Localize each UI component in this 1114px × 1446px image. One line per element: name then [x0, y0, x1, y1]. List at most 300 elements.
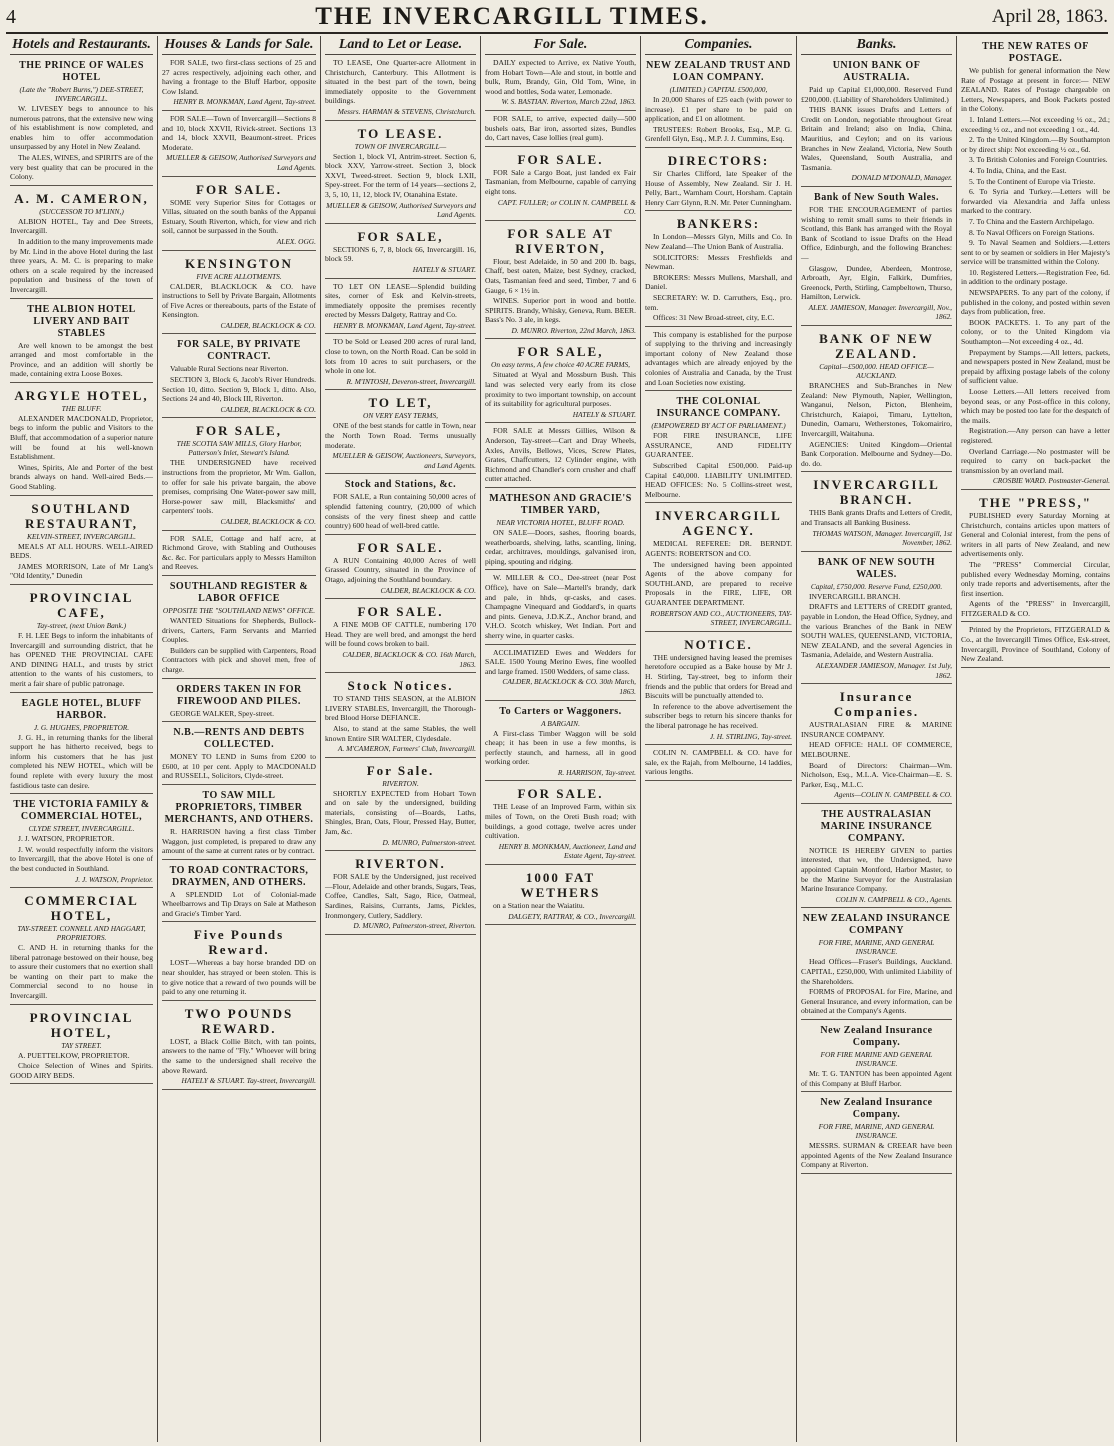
- ad-divider: [162, 721, 316, 722]
- ad-subheading: FIVE ACRE ALLOTMENTS.: [196, 271, 282, 281]
- masthead: [6, 2, 1108, 34]
- ad-subheading: Capital, £750,000. Reserve Fund, £250,000.: [810, 581, 943, 591]
- ad-divider: [162, 417, 316, 418]
- advertisement: [485, 648, 636, 701]
- ad-divider: [801, 325, 952, 326]
- advertisement: [485, 493, 636, 570]
- ad-divider: [10, 584, 153, 585]
- ad-body-paragraph: In addition to the many improvements made by Mr. Lind in the above Hotel during the last three years, A. M. C. is preparing to make others on a scale required by the increased population and business of the town of Invercargill.: [10, 236, 153, 294]
- ad-signature: J. J. WATSON, Proprietor.: [75, 874, 153, 884]
- advertisement: [485, 114, 636, 147]
- ad-divider: [485, 780, 636, 781]
- ad-body-paragraph: Overland Carriage.—No postmaster will be required to carry on back-packet the transmission by an overland mail.: [961, 446, 1110, 475]
- advertisement: [325, 337, 476, 390]
- ad-heading: NOTICE.: [684, 636, 753, 652]
- ad-body-paragraph: WINES. Superior port in wood and bottle. SPIRITS. Brandy, Whisky, Geneva, Rum. BEER. Bass's No. 3 ale, in kegs.: [485, 296, 636, 325]
- ad-heading: TO ROAD CONTRACTORS, DRAYMEN, AND OTHERS.: [169, 864, 309, 888]
- ad-divider: [10, 692, 153, 693]
- ad-body-paragraph: FORMS of PROPOSAL for Fire, Marine, and General Insurance, and every information, can be obtained at the Company's Agents.: [801, 987, 952, 1016]
- ad-signature: Agents—COLIN N. CAMPBELL & CO.: [834, 790, 952, 800]
- ad-signature: CAPT. FULLER; or COLIN N. CAMPBELL & CO.: [497, 197, 636, 217]
- ad-subheading: FOR FIRE, MARINE, AND GENERAL INSURANCE.: [818, 938, 935, 957]
- ad-body-paragraph: FOR SALE at Messrs Gillies, Wilson & Anderson, Tay-street—Cart and Dray Wheels, Axles, Anvils, Bellows, Vices, Screw Plates, Grates, Chaffcutters, 12 Cylinder engine, with Richmond and Chandler's corn crusher and chaff cutter attached.: [485, 426, 636, 484]
- ad-heading: THE ALBION HOTEL LIVERY AND BAIT STABLES: [27, 303, 136, 339]
- ad-body-paragraph: Wines, Spirits, Ale and Porter of the best brands always on hand. Well-aired Beds.—Good Stabling.: [10, 462, 153, 492]
- ad-heading: INVERCARGILL AGENCY.: [655, 508, 782, 539]
- page-number: 4: [6, 5, 16, 28]
- ad-body-paragraph: The undersigned having been appointed Agents of the above company for SOUTHLAND, are prepared to receive Proposals in the FIRE, LIFE, OR GUARANTEE DEPARTMENT.: [645, 559, 792, 607]
- advertisement: [801, 1097, 952, 1174]
- ad-heading: RIVERTON.: [355, 856, 446, 872]
- ad-body-paragraph: Head Offices—Fraser's Buildings, Auckland. CAPITAL, £250,000, With unlimited Liability of the Shareholders.: [801, 957, 952, 986]
- ad-heading: N.B.—RENTS AND DEBTS COLLECTED.: [173, 727, 305, 751]
- advertisement: [645, 330, 792, 392]
- advertisement: [162, 182, 316, 251]
- ad-heading: 1000 FAT WETHERS: [520, 870, 601, 901]
- ad-body-paragraph: GEORGE WALKER, Spey-street.: [170, 708, 275, 718]
- ad-divider: [485, 338, 636, 339]
- ad-divider: [485, 644, 636, 645]
- ad-signature: ALEX. OGG.: [276, 236, 316, 246]
- advertisement: [10, 799, 153, 888]
- ad-body-paragraph: TO LET ON LEASE—Splendid building sites, corner of Esk and Kelvin-streets, immediately opposite the premises recently erected by Messrs Dalgety, Rattray and Co.: [325, 281, 476, 320]
- ad-divider: [485, 146, 636, 147]
- advertisement: [10, 191, 153, 299]
- ad-heading: ARGYLE HOTEL,: [14, 387, 149, 403]
- ad-heading: FOR SALE.: [357, 604, 444, 620]
- ad-heading: THE VICTORIA FAMILY & COMMERCIAL HOTEL,: [13, 799, 150, 823]
- ad-heading: FOR SALE AT RIVERTON,: [507, 225, 614, 256]
- ad-divider: [162, 784, 316, 785]
- ad-heading: For Sale.: [366, 762, 435, 778]
- ad-heading: SOUTHLAND RESTAURANT,: [25, 500, 138, 531]
- advertisement: [162, 865, 316, 923]
- advertisement: [485, 58, 636, 111]
- ad-heading: INVERCARGILL BRANCH.: [813, 477, 940, 508]
- ad-body-paragraph: 5. To the Continent of Europe via Trieste.: [969, 176, 1096, 186]
- ad-divider: [961, 667, 1110, 668]
- ad-divider: [10, 382, 153, 383]
- ad-body-paragraph: J. W. would respectfully inform the visitors to Invercargill, that the above Hotel is one of the best conducted in Southland.: [10, 844, 153, 873]
- ad-signature: CALDER, BLACKLOCK & CO.: [380, 585, 476, 595]
- ad-subheading: ON VERY EASY TERMS,: [362, 411, 438, 421]
- ad-signature: DONALD M'DONALD, Manager.: [851, 173, 952, 183]
- advertisement: [801, 331, 952, 472]
- ad-heading: Stock and Stations, &c.: [344, 479, 457, 491]
- ad-body-paragraph: W. LIVESEY begs to announce to his numerous patrons, that the extensive new wing of his establishment is now completed, and enables him to offer accommodation unsurpassed by any Hotel in New Zealand.: [10, 104, 153, 152]
- ad-body-paragraph: C. AND H. in returning thanks for the liberal patronage bestowed on their house, beg to assure their customers that no exertion shall be wanting on their part to make the Commercial second to no house in Invercargill.: [10, 943, 153, 1001]
- ad-heading: FOR SALE.: [517, 786, 604, 802]
- section-heading: Land to Let or Lease.: [325, 36, 476, 55]
- ad-body-paragraph: THE undersigned having leased the premises heretofore occupied as a Bake house by Mr J. H. Stirling, Tay-street, beg to inform their friends and the public that orders for Bread and Biscuits will be punctually attended to.: [645, 652, 792, 701]
- ad-body-paragraph: F. H. LEE Begs to inform the inhabitants of Invercargill and surrounding district, that he has OPENED THE PROVINCIAL CAFE AND DINING HALL, and trusts by strict attention to the wants of his customers, to merit a fair share of public patronage.: [10, 631, 153, 688]
- ad-body-paragraph: THE Lease of an Improved Farm, within six miles of Town, on the Oreti Bush road; with buildings, a good cottage, twelve acres under cultivation.: [485, 802, 636, 841]
- ad-divider: [162, 1000, 316, 1001]
- ad-body-paragraph: The ALES, WINES, and SPIRITS are of the very best quality that can be procured in the Colony.: [10, 152, 153, 182]
- advertisement: [801, 809, 952, 909]
- ad-body-paragraph: SHORTLY EXPECTED from Hobart Town and on sale by the undersigned, building materials, consisting of—Boards, Laths, Shingles, Bran, Oats, Flour, Pressed Hay, Butter, Jam, &c.: [325, 788, 476, 837]
- ad-signature: Messrs. HARMAN & STEVENS, Christchurch.: [337, 106, 476, 116]
- ad-divider: [801, 551, 952, 552]
- ad-body-paragraph: Sir Charles Clifford, late Speaker of the House of Assembly, New Zealand. Sir J. H. Pelly, Bart., Warnham Court, Horsham. Captain Henry Carr Glynn, R.N. Mr. Peter Cunningham.: [645, 168, 792, 207]
- ad-divider: [162, 530, 316, 531]
- advertisement: [10, 60, 153, 186]
- advertisement: [162, 534, 316, 576]
- ad-body-paragraph: FOR THE ENCOURAGEMENT of parties wishing to remit small sums to their friends in Scotland, this Bank has arranged with the Royal Bank of Scotland to issue Drafts on the Head Office, Edinburgh, and the following Branches:—: [801, 204, 952, 262]
- advertisement: [485, 786, 636, 865]
- ad-subheading: J. G. HUGHES, PROPRIETOR.: [33, 722, 130, 732]
- ad-body-paragraph: MESSRS. SURMAN & CREEAR have been appointed Agents of the New Zealand Insurance Company at Riverton.: [801, 1141, 952, 1170]
- ad-body-paragraph: 8. To Naval Officers on Foreign Stations.: [969, 227, 1095, 237]
- ad-subheading: (SUCCESSOR TO M'LINN,): [39, 206, 124, 216]
- advertisement: [325, 126, 476, 224]
- ad-divider: [10, 1004, 153, 1005]
- ad-signature: ROBERTSON AND CO., AUCTIONEERS, TAY-STREET, INVERCARGILL.: [650, 608, 792, 628]
- ad-body-paragraph: HEAD OFFICE: HALL OF COMMERCE, MELBOURNE.: [801, 740, 952, 759]
- ad-divider: [162, 333, 316, 334]
- ad-signature: R. M'INTOSH, Deveron-street, Invercargill.: [346, 376, 476, 386]
- advertisement: [162, 1006, 316, 1090]
- ad-divider: [162, 110, 316, 111]
- ad-subheading: TAY STREET.: [61, 1040, 102, 1050]
- ad-body-paragraph: FOR SALE, two first-class sections of 25 and 27 acres respectively, adjoining each other, and having a frontage to the Bluff Harbor, opposite Cow Island.: [162, 58, 316, 96]
- ad-body-paragraph: A SPLENDID Lot of Colonial-made Wheelbarrows and Tip Drays on Sale at Matheson and Gracie's Timber Yard.: [162, 889, 316, 918]
- ad-signature: MUELLER & GEISOW, Authorised Surveyors and Land Agents.: [166, 153, 316, 172]
- ad-heading: COMMERCIAL HOTEL,: [24, 893, 139, 924]
- ad-body-paragraph: Section 1, block VI, Antrim-street. Section 6, block XXV, Yarrow-street. Section 3, block XXVI, Tweed-street. Section 9, block LXII, Spey-street. For the term of 14 years—sections 2, 3, 5, 10, 11, 12, block IV, Otanahina Estate.: [325, 151, 476, 199]
- ad-heading: THE PRINCE OF WALES HOTEL: [19, 60, 144, 83]
- ad-heading: NEW ZEALAND INSURANCE COMPANY: [802, 913, 951, 937]
- ad-heading: PROVINCIAL HOTEL,: [29, 1009, 134, 1040]
- ad-subheading: TOWN OF INVERCARGILL—: [354, 141, 447, 151]
- ad-heading: TWO POUNDS REWARD.: [184, 1005, 294, 1036]
- advertisement: [325, 763, 476, 852]
- ad-divider: [162, 678, 316, 679]
- ad-body-paragraph: MEDICAL REFEREE: DR. BERNDT. AGENTS: ROBERTSON and CO.: [645, 539, 792, 558]
- ad-body-paragraph: SOLICITORS: Messrs Freshfields and Newman.: [645, 252, 792, 272]
- ad-body-paragraph: Board of Directors: Chairman—Wm. Nicholson, Esq., M.L.A. Vice-Chairman—E. S. Parker, Esq., M.L.C.: [801, 760, 952, 789]
- advertisement: [10, 501, 153, 585]
- ad-divider: [485, 569, 636, 570]
- advertisement: [325, 678, 476, 758]
- ad-body-paragraph: CALDER, BLACKLOCK & CO. have instructions to Sell by Private Bargain, Allotments of Five Acres or thereabouts, parts of the Estate of Kensington.: [162, 281, 316, 320]
- advertisement: [325, 229, 476, 279]
- ad-divider: [325, 534, 476, 535]
- ad-divider: [162, 1089, 316, 1090]
- advertisement: [961, 41, 1110, 490]
- ad-divider: [162, 250, 316, 251]
- ad-divider: [645, 210, 792, 211]
- ad-subheading: RIVERTON.: [382, 778, 419, 788]
- ad-signature: CALDER, BLACKLOCK & CO.: [220, 320, 316, 330]
- ad-body-paragraph: AUSTRALASIAN FIRE & MARINE INSURANCE COMPANY.: [801, 720, 952, 739]
- advertisement: [162, 339, 316, 418]
- advertisement: [801, 689, 952, 804]
- newspaper-title: THE INVERCARGILL TIMES.: [315, 3, 709, 30]
- advertisement: [961, 495, 1110, 623]
- ad-divider: [485, 864, 636, 865]
- ad-divider: [645, 780, 792, 781]
- column-6: [797, 36, 957, 1442]
- ad-divider: [10, 495, 153, 496]
- ad-divider: [801, 1019, 952, 1020]
- ad-signature: A. M'CAMERON, Farmers' Club, Invercargill.: [337, 744, 476, 754]
- ad-heading: FOR SALE.: [517, 151, 604, 167]
- ad-body-paragraph: TO be Sold or Leased 200 acres of rural land, close to town, on the North Road. Can be sold in lots from 10 acres to suit purchasers, or the whole in one lot.: [325, 337, 476, 376]
- advertisement: [485, 573, 636, 644]
- ad-body-paragraph: ONE of the best stands for cattle in Town, near the North Town Road. Terms unusually moderate.: [325, 421, 476, 450]
- ad-body-paragraph: A RUN Containing 40,000 Acres of well Grassed Country, situated in the Province of Otago, adjoining the Southland boundary.: [325, 555, 476, 584]
- ad-heading: TO LEASE.: [357, 125, 444, 141]
- ad-body-paragraph: 7. To China and the Eastern Archipelago.: [969, 216, 1095, 226]
- ad-body-paragraph: ALBION HOTEL, Tay and Dee Streets, Invercargill.: [10, 216, 153, 236]
- ad-heading: BANK OF NEW ZEALAND.: [819, 331, 934, 362]
- ad-divider: [645, 147, 792, 148]
- ad-body-paragraph: 2. To the United Kingdom.—By Southampton or by direct ship: Not exceeding ½ oz., 6d.: [961, 135, 1110, 154]
- ad-subheading: FOR FIRE MARINE AND GENERAL INSURANCE.: [820, 1050, 933, 1068]
- ad-heading: New Zealand Insurance Company.: [820, 1097, 933, 1121]
- ad-body-paragraph: A First-class Timber Waggon will be sold cheap; it has been in use a few months, is perfectly staunch, and harness, all in good working order.: [485, 728, 636, 767]
- ad-body-paragraph: AGENCIES: United Kingdom—Oriental Bank Corporation. Melbourne and Sydney—Do. do. do.: [801, 439, 952, 468]
- advertisement: [485, 344, 636, 423]
- section-heading: For Sale.: [485, 36, 636, 55]
- ad-signature: R. HARRISON, Tay-street.: [557, 767, 636, 777]
- ad-heading: THE "PRESS,": [979, 494, 1092, 510]
- ad-signature: CALDER, BLACKLOCK & CO. 30th March, 1863.: [502, 677, 636, 696]
- ad-heading: THE COLONIAL INSURANCE COMPANY.: [656, 396, 781, 420]
- ad-subheading: (Late the "Robert Burns,") DEE-STREET, INVERCARGILL.: [19, 85, 144, 103]
- ad-body-paragraph: J. G. H., in returning thanks for the liberal support he has hitherto received, begs to inform his customers that he has just completed his NEW HOTEL, which will be found replete with every luxury the most fastidious taste can desire.: [10, 732, 153, 790]
- ad-body-paragraph: Paid up Capital £1,000,000. Reserved Fund £200,000. (Liability of Shareholders Unlimited.): [801, 85, 952, 104]
- advertisement: [485, 152, 636, 221]
- ad-body-paragraph: Flour, best Adelaide, in 50 and 200 lb. bags, Chaff, best oaten, Maize, best Sydney, cracked, Oats, Tasmanian feed and seed, Timber, 7 and 6 Gauge, 6 × 1½ in.: [485, 256, 636, 295]
- column-3: [321, 36, 481, 1442]
- ad-body-paragraph: ACCLIMATIZED Ewes and Wedders for SALE. 1500 Young Merino Ewes, fine woolled and large framed. 1500 Wedders, of same class.: [485, 647, 636, 676]
- ad-divider: [485, 700, 636, 701]
- advertisement: [485, 426, 636, 488]
- ad-body-paragraph: Valuable Rural Sections near Riverton.: [170, 364, 289, 374]
- ad-divider: [325, 223, 476, 224]
- advertisement: [162, 256, 316, 335]
- advertisement: [801, 477, 952, 551]
- ad-body-paragraph: Situated at Wyal and Mossburn Bush. This land was selected very early from its close proximity to two important township, on account of its suitability for agricultural purposes.: [485, 370, 636, 409]
- ad-body-paragraph: NOTICE IS HEREBY GIVEN to parties interested, that we, the Undersigned, have appointed Captain Montford, Harbor Master, to be the Marine Surveyor for the Australasian Marine Insurance Company.: [801, 845, 952, 894]
- ad-divider: [961, 621, 1110, 622]
- column-5: [641, 36, 797, 1442]
- ad-body-paragraph: A. PUETTELKOW, PROPRIETOR.: [18, 1050, 130, 1060]
- ad-body-paragraph: ON SALE—Doors, sashes, flooring boards, weatherboards, shelving, laths, scantling, lining, cedar, architraves, mouldings, galvanised iron, piping, spouting and ridging.: [485, 528, 636, 566]
- ad-heading: THE NEW RATES OF POSTAGE.: [982, 41, 1089, 64]
- ad-body-paragraph: 6. To Syria and Turkey.—Letters will be forwarded via Alexandria and Jaffa unless marked to the contrary.: [961, 187, 1110, 216]
- ad-heading: FOR SALE,: [517, 344, 604, 360]
- ad-body-paragraph: Loose Letters.—All letters received from beyond seas, or any Post-office in this colony, which may be posted too late for the despatch of the mails.: [961, 387, 1110, 425]
- advertisement: [10, 1010, 153, 1085]
- ad-body-paragraph: DAILY expected to Arrive, ex Native Youth, from Hobart Town—Ale and stout, in bottle and bulk, Rum, Brandy, Gin, Old Tom, Wine, in wood and bottles, Soda water, Lemonade.: [485, 58, 636, 96]
- ad-body-paragraph: In London—Messrs Glyn, Mills and Co. In New Zealand—The Union Bank of Australia.: [645, 232, 792, 251]
- ad-divider: [162, 921, 316, 922]
- ad-body-paragraph: SECTION 3, Block 6, Jacob's River Hundreds. Section 10, ditto. Section 9, Block 1, ditto. Also, Sections 24 and 40, Block III, Riverton.: [162, 375, 316, 404]
- ad-body-paragraph: FOR SALE, to arrive, expected daily—500 bushels oats, Bar iron, assorted sizes, Bundles do, Cart naves, Case lollies (real gum).: [485, 113, 636, 143]
- ad-body-paragraph: THIS BANK issues Drafts and Letters of Credit on London, negotiable throughout Great Britain and Ireland; also on India, China, Mauritius, and Ceylon; and on its various Branches in New Zealand, Victoria, New South Wales, Queensland, South Australia, and Tasmania.: [801, 105, 952, 172]
- columns-container: [6, 36, 1114, 1442]
- advertisement: [645, 396, 792, 503]
- advertisement: [325, 540, 476, 599]
- advertisement: [325, 58, 476, 121]
- advertisement: [325, 395, 476, 474]
- ad-subheading: (LIMITED.) CAPITAL £500,000,: [669, 85, 768, 94]
- section-heading: Companies.: [645, 36, 792, 55]
- advertisement: [645, 637, 792, 745]
- ad-subheading: A BARGAIN.: [541, 718, 580, 728]
- ad-heading: To Carters or Waggoners.: [499, 705, 622, 717]
- ad-heading: Stock Notices.: [347, 678, 454, 694]
- column-1: [6, 36, 158, 1442]
- ad-body-paragraph: INVERCARGILL BRANCH.: [809, 591, 901, 601]
- ad-body-paragraph: 4. To India, China, and the East.: [969, 165, 1067, 175]
- ad-signature: D. MUNRO, Palmerston-street.: [382, 837, 476, 847]
- ad-heading: TO LET,: [368, 395, 433, 411]
- ad-signature: J. H. STIRLING, Tay-street.: [709, 731, 792, 741]
- advertisement: [162, 581, 316, 679]
- ad-body-paragraph: This company is established for the purpose of supplying to the thriving and increasingly important colony of New Zealand those advantages which are already enjoyed by the colonies of Australia and Canada, by the Trust and Loan Societies now existing.: [645, 329, 792, 387]
- advertisement: [162, 58, 316, 111]
- ad-subheading: Capital—£500,000. HEAD OFFICE—AUCKLAND.: [819, 362, 934, 381]
- ad-divider: [645, 631, 792, 632]
- ad-divider: [325, 333, 476, 334]
- advertisement: [801, 1025, 952, 1092]
- ad-subheading: THE BLUFF.: [61, 403, 102, 413]
- ad-signature: MUELLER & GEISOW, Auctioneers, Surveyors, and Land Agents.: [332, 451, 476, 470]
- ad-divider: [325, 120, 476, 121]
- ad-divider: [325, 934, 476, 935]
- ad-subheading: THE SCOTIA SAW MILLS, Glory Harbor, Patterson's Inlet, Stewart's Island.: [176, 439, 302, 458]
- ad-body-paragraph: In reference to the above advertisement the subscriber begs to return his sincere thanks for the liberal patronage he has received.: [645, 701, 792, 730]
- ad-divider: [10, 887, 153, 888]
- ad-body-paragraph: Mr. T. G. TANTON has been appointed Agent of this Company at Bluff Harbor.: [801, 1069, 952, 1088]
- advertisement: [645, 748, 792, 781]
- ad-heading: A. M. CAMERON,: [14, 190, 149, 206]
- ad-signature: D. MUNRO, Palmerston-street, Riverton.: [353, 921, 476, 931]
- ad-body-paragraph: DRAFTS and LETTERS of CREDIT granted, payable in London, the Head Office, Sydney, and the various Branches of the Bank in NEW SOUTH WALES, QUEENSLAND, VICTORIA, NEW ZEALAND, and the several Agencies in Tasmania, Adelaide, and Western Australia.: [801, 602, 952, 660]
- ad-divider: [645, 390, 792, 391]
- ad-body-paragraph: BOOK PACKETS. 1. To any part of the colony, or to the United Kingdom via Southampton—Not exceeding 4 oz., 4d.: [961, 317, 1110, 347]
- advertisement: [801, 557, 952, 684]
- ad-heading: FOR SALE,: [196, 423, 282, 439]
- ad-divider: [645, 744, 792, 745]
- ad-body-paragraph: Subscribed Capital £500,000. Paid-up Capital £40,000. LIABILITY UNLIMITED. HEAD OFFICES: No. 5 Collins-street west, Melbourne.: [645, 461, 792, 499]
- ad-heading: THE AUSTRALASIAN MARINE INSURANCE COMPANY.: [820, 808, 933, 844]
- advertisement: [645, 60, 792, 148]
- ad-divider: [325, 278, 476, 279]
- ad-divider: [801, 907, 952, 908]
- ad-divider: [801, 1091, 952, 1092]
- ad-body-paragraph: Also, to stand at the same Stables, the well known Entire SIR WALTER, Clydesdale.: [325, 723, 476, 743]
- ad-subheading: CLYDE STREET, INVERCARGILL.: [28, 824, 135, 834]
- advertisement: [162, 114, 316, 177]
- ad-subheading: KELVIN-STREET, INVERCARGILL.: [26, 531, 136, 541]
- ad-divider: [485, 487, 636, 488]
- ad-signature: W. S. BASTIAN. Riverton, March 22nd, 1863.: [501, 97, 636, 107]
- ad-body-paragraph: on a Station near the Waiatitu.: [493, 901, 585, 911]
- ad-divider: [162, 859, 316, 860]
- advertisement: [10, 893, 153, 1005]
- ad-subheading: TAY-STREET. CONNELL AND HAGGART, PROPRIETORS.: [17, 924, 146, 943]
- ad-signature: CALDER, BLACKLOCK & CO. 16th March, 1863.: [342, 649, 476, 669]
- ad-body-paragraph: W. MILLER & CO., Dee-street (near Post Office), have on Sale—Martell's brandy, dark and pale, in hhds, qr-casks, and cases. Champagne Vinequard and Goddard's, in quarts and pints. Geneva, J.D.K.Z., Anchor brand, and V.H.O. Scotch whiskey, Wet Indian. Port and sherry wine, in quarter casks.: [485, 573, 636, 640]
- advertisement: [325, 604, 476, 673]
- ad-divider: [485, 422, 636, 423]
- ad-heading: SOUTHLAND REGISTER & LABOR OFFICE: [169, 580, 309, 604]
- ad-body-paragraph: Glasgow, Dundee, Aberdeen, Montrose, Arbroath, Ayr, Elgin, Falkirk, Dumfries, Greenock, Perth, Stirling, Campbeltown, Thurso, Hamilton, Lerwick.: [801, 263, 952, 302]
- ad-body-paragraph: FOR SALE, Cottage and half acre, at Richmond Grove, with Stabling and Outhouses &c. &c. For particulars apply to Messrs Hamilton and Reeves.: [162, 533, 316, 572]
- advertisement: [485, 870, 636, 925]
- ad-signature: HENRY B. MONKMAN, Auctioneer, Land and Estate Agent, Tay-street.: [498, 841, 636, 861]
- ad-body-paragraph: BROKERS: Messrs Mullens, Marshall, and Daniel.: [645, 272, 792, 292]
- ad-heading: FOR SALE, BY PRIVATE CONTRACT.: [177, 339, 301, 363]
- ad-body-paragraph: WANTED Situations for Shepherds, Bullock-drivers, Carters, Farm Servants and Married Couples.: [162, 615, 316, 645]
- ad-divider: [325, 850, 476, 851]
- ad-signature: D. MUNRO. Riverton, 22nd March, 1863.: [511, 325, 636, 335]
- ad-body-paragraph: SECRETARY: W. D. Carruthers, Esq., pro. tem.: [645, 292, 792, 312]
- ad-body-paragraph: Are well known to be amongst the best arranged and most comfortable in the Province, and an addition will shortly be made, containing extra Loose Boxes.: [10, 340, 153, 379]
- ad-divider: [325, 389, 476, 390]
- advertisement: [325, 856, 476, 935]
- ad-heading: FOR SALE.: [357, 539, 444, 555]
- ad-body-paragraph: In 20,000 Shares of £25 each (with power to increase). £1 per share to be paid on application, and £1 on allotment.: [645, 95, 792, 124]
- ad-divider: [162, 575, 316, 576]
- ad-signature: HATELY & STUART.: [572, 409, 636, 419]
- ad-body-paragraph: Offices: 31 New Broad-street, city, E.C.: [653, 313, 775, 323]
- ad-divider: [801, 1173, 952, 1174]
- issue-date: April 28, 1863.: [991, 6, 1108, 27]
- ad-body-paragraph: NEWSPAPERS. To any part of the colony, if published in the colony, and posted within seven days from publication, free.: [961, 288, 1110, 317]
- ad-body-paragraph: MONEY TO LEND in Sums from £200 to £600, at 10 per cent. Apply to MACDONALD and RUSSELL, Solicitors, Clyde-street.: [162, 752, 316, 781]
- ad-body-paragraph: PUBLISHED every Saturday Morning at Christchurch, contains articles upon matters of General and Colonial interest, from the pens of writers in all parts of New Zealand, and new advertisements only.: [961, 510, 1110, 559]
- ad-body-paragraph: We publish for general information the New Rate of Postage at present in force:— NEW ZEALAND. Rates of Postage chargeable on Letters, Newspapers, and Book Packets posted in the Colony.: [961, 66, 1110, 114]
- ad-divider: [645, 502, 792, 503]
- ad-heading: NEW ZEALAND TRUST AND LOAN COMPANY.: [646, 60, 791, 83]
- ad-body-paragraph: Builders can be supplied with Carpenters, Road Contractors with pick and shovel men, free of charge.: [162, 645, 316, 674]
- ad-body-paragraph: JAMES MORRISON, Late of Mr Lang's "Old Identity," Dunedin: [10, 561, 153, 581]
- section-heading: Banks.: [801, 36, 952, 55]
- advertisement: [801, 192, 952, 326]
- advertisement: [10, 590, 153, 693]
- ad-body-paragraph: R. HARRISON having a first class Timber Waggon, just completed, is prepared to draw any amount of the same at current rates or by contract.: [162, 826, 316, 856]
- ad-signature: THOMAS WATSON, Manager. Invercargill, 1st November, 1862.: [812, 528, 952, 548]
- ad-body-paragraph: FOR SALE—Town of Invercargill—Sections 8 and 10, block XXVII, Rivick-street. Sections 13 and 14, block XXVII, Beaumont-street. Prices Moderate.: [162, 113, 316, 152]
- ad-signature: HATELY & STUART.: [412, 264, 476, 274]
- ad-body-paragraph: 10. Registered Letters.—Registration Fee, 6d. in addition to the ordinary postage.: [961, 267, 1110, 287]
- section-heading: Houses & Lands for Sale.: [162, 36, 316, 55]
- ad-body-paragraph: FOR SALE by the Undersigned, just received—Flour, Adelaide and other brands, Sugars, Teas, Coffee, Candles, Salt, Sago, Rice, Oatmeal, Sardines, Raisins, Currants, Jams, Pickles, Ironmongery, Cutlery, Saddlery.: [325, 872, 476, 920]
- advertisement: [645, 508, 792, 631]
- ad-signature: COLIN N. CAMPBELL & CO., Agents.: [835, 894, 952, 904]
- ad-body-paragraph: SOME very Superior Sites for Cottages or Villas, situated on the south banks of the Appanui Estuary, South Riverton, which, for view and rich soil, cannot be surpassed in the South.: [162, 197, 316, 236]
- ad-body-paragraph: 1. Inland Letters.—Not exceeding ½ oz., 2d.; exceeding ½ oz., and not exceeding 1 oz., 4d.: [961, 114, 1110, 134]
- advertisement: [645, 216, 792, 326]
- advertisement: [801, 60, 952, 187]
- ad-body-paragraph: MEALS AT ALL HOURS. WELL-AIRED BEDS.: [10, 541, 153, 561]
- ad-signature: CROSBIE WARD. Postmaster-General.: [992, 476, 1110, 486]
- ad-body-paragraph: The "PRESS" Commercial Circular, published every Wednesday Morning, contains only trade reports and advertisements, after the first insertion.: [961, 559, 1110, 598]
- ad-divider: [325, 473, 476, 474]
- ad-heading: BANKERS:: [676, 216, 761, 232]
- ad-heading: ORDERS TAKEN IN FOR FIREWOOD AND PILES.: [176, 683, 302, 707]
- ad-divider: [325, 672, 476, 673]
- advertisement: [325, 282, 476, 335]
- ad-body-paragraph: 3. To British Colonies and Foreign Countries.: [969, 155, 1108, 165]
- advertisement: [801, 913, 952, 1020]
